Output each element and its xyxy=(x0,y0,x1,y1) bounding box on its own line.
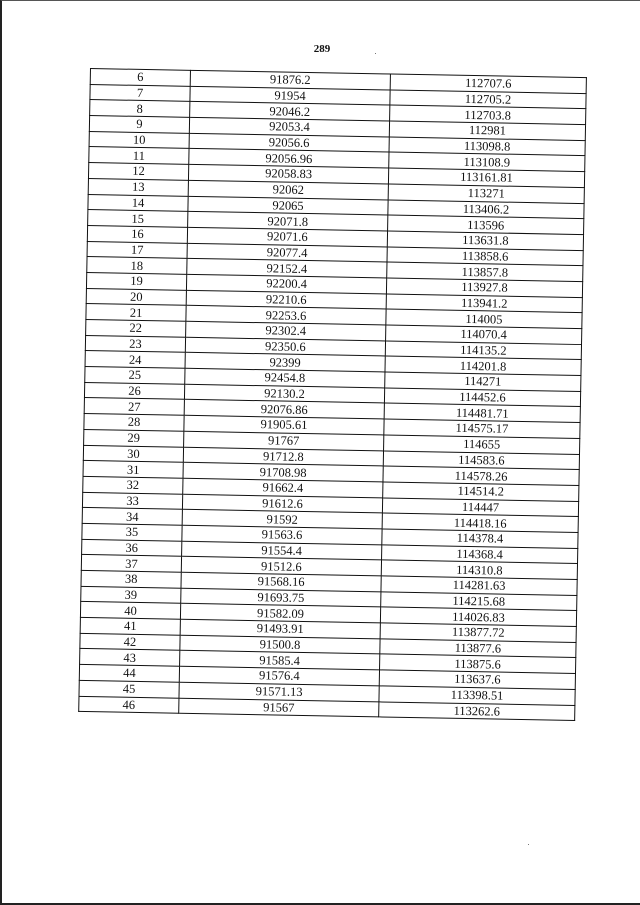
value-a-cell: 91582.09 xyxy=(180,604,380,623)
value-b-cell: 114005 xyxy=(386,309,582,328)
row-index-cell: 31 xyxy=(83,461,183,479)
row-index-cell: 33 xyxy=(82,492,182,510)
row-index-cell: 46 xyxy=(79,696,179,714)
value-a-cell: 91493.91 xyxy=(180,619,380,638)
row-index-cell: 29 xyxy=(84,429,184,447)
row-index-cell: 41 xyxy=(80,617,180,635)
value-a-cell: 92152.4 xyxy=(187,259,387,278)
row-index-cell: 24 xyxy=(85,351,185,369)
value-b-cell: 114378.4 xyxy=(382,529,578,548)
row-index-cell: 30 xyxy=(83,445,183,463)
row-index-cell: 19 xyxy=(86,272,186,290)
value-a-cell: 92076.86 xyxy=(184,400,384,419)
value-b-cell: 113262.6 xyxy=(379,701,575,720)
value-a-cell: 92065 xyxy=(188,196,388,215)
value-b-cell: 113941.2 xyxy=(386,294,582,313)
value-b-cell: 114135.2 xyxy=(385,341,581,360)
row-index-cell: 10 xyxy=(89,131,189,149)
value-b-cell: 113108.9 xyxy=(389,152,585,171)
value-a-cell: 91554.4 xyxy=(182,541,382,560)
value-b-cell: 113858.6 xyxy=(387,247,583,266)
value-b-cell: 113631.8 xyxy=(387,231,583,250)
value-a-cell: 92071.6 xyxy=(187,227,387,246)
value-a-cell: 91876.2 xyxy=(190,70,390,89)
row-index-cell: 34 xyxy=(82,508,182,526)
value-b-cell: 114578.26 xyxy=(383,466,579,485)
coordinates-table-wrapper xyxy=(78,68,586,721)
value-a-cell: 91662.4 xyxy=(183,478,383,497)
value-a-cell: 91571.13 xyxy=(179,682,379,701)
value-a-cell: 92200.4 xyxy=(186,274,386,293)
value-a-cell: 92454.8 xyxy=(185,368,385,387)
row-index-cell: 36 xyxy=(82,539,182,557)
value-b-cell: 113161.81 xyxy=(388,168,584,187)
value-b-cell: 114481.71 xyxy=(384,403,580,422)
value-a-cell: 91585.4 xyxy=(180,651,380,670)
row-index-cell: 16 xyxy=(87,225,187,243)
value-b-cell: 112707.6 xyxy=(390,74,586,93)
value-b-cell: 114514.2 xyxy=(383,482,579,501)
row-index-cell: 17 xyxy=(87,241,187,259)
value-a-cell: 91568.16 xyxy=(181,572,381,591)
row-index-cell: 21 xyxy=(86,304,186,322)
value-a-cell: 92130.2 xyxy=(184,384,384,403)
value-b-cell: 114215.68 xyxy=(381,592,577,611)
value-b-cell: 114368.4 xyxy=(382,545,578,564)
row-index-cell: 37 xyxy=(81,555,181,573)
row-index-cell: 27 xyxy=(84,398,184,416)
coordinates-table xyxy=(78,68,587,721)
value-b-cell: 113927.8 xyxy=(386,278,582,297)
value-b-cell: 113875.6 xyxy=(380,654,576,673)
value-a-cell: 91712.8 xyxy=(183,447,383,466)
row-index-cell: 39 xyxy=(81,586,181,604)
scan-speck xyxy=(375,53,376,54)
value-b-cell: 114583.6 xyxy=(383,450,579,469)
value-a-cell: 92053.4 xyxy=(189,117,389,136)
value-a-cell: 91905.61 xyxy=(184,415,384,434)
row-index-cell: 8 xyxy=(90,100,190,118)
value-a-cell: 92399 xyxy=(185,353,385,372)
value-b-cell: 114271 xyxy=(385,372,581,391)
value-b-cell: 113877.6 xyxy=(380,639,576,658)
value-a-cell: 91563.6 xyxy=(182,525,382,544)
row-index-cell: 14 xyxy=(88,194,188,212)
value-b-cell: 114655 xyxy=(384,435,580,454)
value-b-cell: 114575.17 xyxy=(384,419,580,438)
value-b-cell: 112703.8 xyxy=(390,105,586,124)
row-index-cell: 38 xyxy=(81,570,181,588)
row-index-cell: 43 xyxy=(80,649,180,667)
value-b-cell: 113406.2 xyxy=(388,199,584,218)
value-a-cell: 91767 xyxy=(184,431,384,450)
value-a-cell: 92062 xyxy=(188,180,388,199)
value-b-cell: 113398.51 xyxy=(379,686,575,705)
row-index-cell: 11 xyxy=(89,147,189,165)
row-index-cell: 6 xyxy=(90,69,190,87)
row-index-cell: 40 xyxy=(80,602,180,620)
row-index-cell: 44 xyxy=(79,665,179,683)
row-index-cell: 32 xyxy=(83,476,183,494)
row-index-cell: 26 xyxy=(84,382,184,400)
value-b-cell: 113596 xyxy=(388,215,584,234)
value-b-cell: 114026.83 xyxy=(380,607,576,626)
value-b-cell: 114447 xyxy=(382,497,578,516)
value-a-cell: 92058.83 xyxy=(188,164,388,183)
value-b-cell: 113877.72 xyxy=(380,623,576,642)
value-a-cell: 91592 xyxy=(182,510,382,529)
scan-speck xyxy=(528,844,529,845)
value-b-cell: 113857.8 xyxy=(387,262,583,281)
row-index-cell: 35 xyxy=(82,523,182,541)
value-a-cell: 92302.4 xyxy=(186,321,386,340)
row-index-cell: 20 xyxy=(86,288,186,306)
row-index-cell: 7 xyxy=(90,84,190,102)
row-index-cell: 18 xyxy=(87,257,187,275)
value-b-cell: 112705.2 xyxy=(390,90,586,109)
row-index-cell: 13 xyxy=(88,178,188,196)
value-b-cell: 114201.8 xyxy=(385,356,581,375)
row-index-cell: 15 xyxy=(88,210,188,228)
value-a-cell: 92056.96 xyxy=(189,149,389,168)
value-a-cell: 91567 xyxy=(179,698,379,717)
value-a-cell: 91693.75 xyxy=(181,588,381,607)
value-a-cell: 91954 xyxy=(190,86,390,105)
value-a-cell: 91512.6 xyxy=(181,557,381,576)
value-a-cell: 91708.98 xyxy=(183,462,383,481)
row-index-cell: 12 xyxy=(88,163,188,181)
value-a-cell: 91576.4 xyxy=(179,666,379,685)
row-index-cell: 25 xyxy=(85,367,185,385)
row-index-cell: 42 xyxy=(80,633,180,651)
value-b-cell: 114070.4 xyxy=(386,325,582,344)
row-index-cell: 28 xyxy=(84,414,184,432)
value-a-cell: 92056.6 xyxy=(189,133,389,152)
value-a-cell: 92253.6 xyxy=(186,306,386,325)
page-number: 289 xyxy=(313,43,331,55)
value-a-cell: 92077.4 xyxy=(187,243,387,262)
row-index-cell: 22 xyxy=(86,319,186,337)
value-a-cell: 92350.6 xyxy=(185,337,385,356)
coordinates-table-body xyxy=(79,69,587,721)
value-a-cell: 91500.8 xyxy=(180,635,380,654)
value-b-cell: 114281.63 xyxy=(381,576,577,595)
value-a-cell: 91612.6 xyxy=(182,494,382,513)
value-b-cell: 113271 xyxy=(388,184,584,203)
value-a-cell: 92046.2 xyxy=(190,102,390,121)
value-b-cell: 114452.6 xyxy=(384,388,580,407)
row-index-cell: 9 xyxy=(89,116,189,134)
value-a-cell: 92071.8 xyxy=(188,212,388,231)
value-b-cell: 114310.8 xyxy=(381,560,577,579)
value-a-cell: 92210.6 xyxy=(186,290,386,309)
row-index-cell: 45 xyxy=(79,680,179,698)
value-b-cell: 113098.8 xyxy=(389,137,585,156)
value-b-cell: 114418.16 xyxy=(382,513,578,532)
value-b-cell: 113637.6 xyxy=(379,670,575,689)
value-b-cell: 112981 xyxy=(389,121,585,140)
row-index-cell: 23 xyxy=(85,335,185,353)
